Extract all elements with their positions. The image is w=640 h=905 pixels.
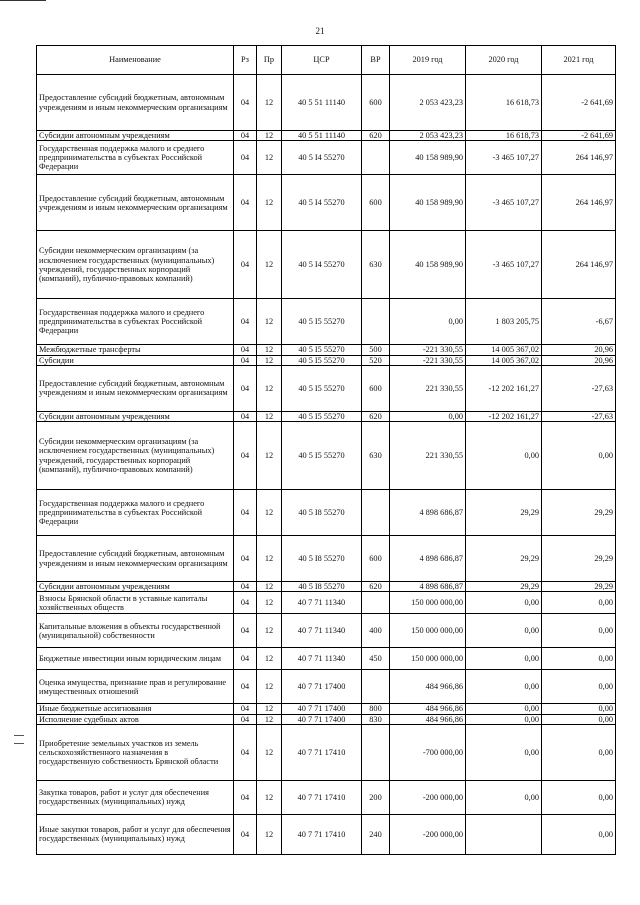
row-2021-cell: -27,63 <box>542 411 616 421</box>
row-2019-cell: 221 330,55 <box>390 365 466 411</box>
row-2019-cell: 2 053 423,23 <box>390 75 466 131</box>
row-2020-cell: 16 618,73 <box>466 131 542 141</box>
table-row <box>37 670 616 704</box>
row-2019-cell: 2 053 423,23 <box>390 131 466 141</box>
row-name-cell: Межбюджетные трансферты <box>37 345 234 355</box>
row-2019-cell: 484 966,86 <box>390 704 466 714</box>
row-2021-cell: 0,00 <box>542 648 616 670</box>
row-2021-cell: 0,00 <box>542 714 616 724</box>
row-vr-cell <box>362 724 390 780</box>
row-csr-cell: 40 5 51 11140 <box>282 75 362 131</box>
row-name-cell: Субсидии автономным учреждениям <box>37 582 234 592</box>
table-row <box>37 614 616 648</box>
table-row <box>37 355 616 365</box>
row-csr-cell: 40 5 I5 55270 <box>282 365 362 411</box>
table-row <box>37 582 616 592</box>
row-rz-cell: 04 <box>234 648 257 670</box>
row-name-cell: Иные бюджетные ассигнования <box>37 704 234 714</box>
row-name-cell: Государственная поддержка малого и среднего предпринимательства в субъектах Российской Федерации <box>37 299 234 345</box>
row-name-cell: Государственная поддержка малого и среднего предпринимательства в субъектах Российской Федерации <box>37 490 234 536</box>
row-pr-cell: 12 <box>257 670 282 704</box>
row-name-cell: Оценка имущества, признание прав и регулирование имущественных отношений <box>37 670 234 704</box>
table-row <box>37 75 616 131</box>
row-2021-cell: -2 641,69 <box>542 75 616 131</box>
row-2020-cell: -12 202 161,27 <box>466 365 542 411</box>
row-2019-cell: 40 158 989,90 <box>390 175 466 231</box>
row-name-cell: Предоставление субсидий бюджетным, автономным учреждениям и иным некоммерческим организациям <box>37 175 234 231</box>
row-csr-cell: 40 7 71 17410 <box>282 780 362 814</box>
row-2019-cell: 4 898 686,87 <box>390 490 466 536</box>
row-csr-cell: 40 5 I4 55270 <box>282 175 362 231</box>
row-name-cell: Предоставление субсидий бюджетным, автономным учреждениям и иным некоммерческим организациям <box>37 365 234 411</box>
row-2020-cell: 29,29 <box>466 490 542 536</box>
row-name-cell: Бюджетные инвестиции иным юридическим лицам <box>37 648 234 670</box>
budget-table <box>36 45 616 855</box>
row-vr-cell: 600 <box>362 536 390 582</box>
row-csr-cell: 40 5 I5 55270 <box>282 355 362 365</box>
margin-tick-mark <box>14 743 24 744</box>
column-header-2021: 2021 год <box>542 46 616 75</box>
row-2019-cell: 150 000 000,00 <box>390 648 466 670</box>
row-2020-cell: 0,00 <box>466 422 542 490</box>
row-vr-cell <box>362 592 390 614</box>
row-2021-cell: 264 146,97 <box>542 175 616 231</box>
row-pr-cell: 12 <box>257 422 282 490</box>
row-csr-cell: 40 7 71 17400 <box>282 704 362 714</box>
table-row <box>37 536 616 582</box>
row-2021-cell: 264 146,97 <box>542 141 616 175</box>
row-pr-cell: 12 <box>257 724 282 780</box>
row-2021-cell: 264 146,97 <box>542 231 616 299</box>
row-2021-cell: 0,00 <box>542 780 616 814</box>
row-2020-cell: 0,00 <box>466 704 542 714</box>
row-vr-cell: 400 <box>362 614 390 648</box>
row-csr-cell: 40 5 I8 55270 <box>282 536 362 582</box>
row-2019-cell: 0,00 <box>390 411 466 421</box>
row-2020-cell: 0,00 <box>466 724 542 780</box>
row-vr-cell: 520 <box>362 355 390 365</box>
row-rz-cell: 04 <box>234 490 257 536</box>
row-pr-cell: 12 <box>257 582 282 592</box>
row-2021-cell: 0,00 <box>542 614 616 648</box>
row-pr-cell: 12 <box>257 490 282 536</box>
table-row <box>37 299 616 345</box>
row-name-cell: Закупка товаров, работ и услуг для обеспечения государственных (муниципальных) нужд <box>37 780 234 814</box>
row-2021-cell: 0,00 <box>542 724 616 780</box>
row-rz-cell: 04 <box>234 724 257 780</box>
row-2020-cell: 16 618,73 <box>466 75 542 131</box>
row-rz-cell: 04 <box>234 131 257 141</box>
row-2020-cell: -3 465 107,27 <box>466 175 542 231</box>
table-row <box>37 714 616 724</box>
row-2020-cell: 1 803 205,75 <box>466 299 542 345</box>
row-2020-cell: 0,00 <box>466 714 542 724</box>
row-2019-cell: 40 158 989,90 <box>390 141 466 175</box>
row-pr-cell: 12 <box>257 141 282 175</box>
column-header-pr: Пр <box>257 46 282 75</box>
row-name-cell: Капитальные вложения в объекты государственной (муниципальной) собственности <box>37 614 234 648</box>
row-2020-cell: -3 465 107,27 <box>466 141 542 175</box>
row-2019-cell: -700 000,00 <box>390 724 466 780</box>
row-2021-cell: -2 641,69 <box>542 131 616 141</box>
row-csr-cell: 40 7 71 11340 <box>282 614 362 648</box>
row-vr-cell: 620 <box>362 411 390 421</box>
row-vr-cell: 620 <box>362 131 390 141</box>
table-row <box>37 592 616 614</box>
row-vr-cell <box>362 490 390 536</box>
row-2021-cell: -6,67 <box>542 299 616 345</box>
row-2021-cell: 0,00 <box>542 704 616 714</box>
row-vr-cell <box>362 299 390 345</box>
row-2020-cell: -3 465 107,27 <box>466 231 542 299</box>
row-vr-cell: 630 <box>362 422 390 490</box>
row-rz-cell: 04 <box>234 345 257 355</box>
row-2020-cell: 0,00 <box>466 614 542 648</box>
row-pr-cell: 12 <box>257 411 282 421</box>
row-name-cell: Приобретение земельных участков из земель сельскохозяйственного назначения в государственную собственность Брянской области <box>37 724 234 780</box>
row-vr-cell: 500 <box>362 345 390 355</box>
row-rz-cell: 04 <box>234 582 257 592</box>
column-header-2020: 2020 год <box>466 46 542 75</box>
row-vr-cell: 200 <box>362 780 390 814</box>
corner-scan-mark <box>0 0 46 3</box>
row-vr-cell: 600 <box>362 175 390 231</box>
row-2019-cell: 484 966,86 <box>390 670 466 704</box>
row-name-cell: Предоставление субсидий бюджетным, автономным учреждениям и иным некоммерческим организациям <box>37 536 234 582</box>
table-row <box>37 648 616 670</box>
row-rz-cell: 04 <box>234 670 257 704</box>
row-name-cell: Государственная поддержка малого и среднего предпринимательства в субъектах Российской Федерации <box>37 141 234 175</box>
row-2019-cell: 150 000 000,00 <box>390 592 466 614</box>
table-header-row <box>37 46 616 75</box>
table-row <box>37 141 616 175</box>
table-row <box>37 365 616 411</box>
row-csr-cell: 40 7 71 17410 <box>282 724 362 780</box>
row-2020-cell: 0,00 <box>466 592 542 614</box>
row-name-cell: Субсидии некоммерческим организациям (за исключением государственных (муниципальных) учреждений, государственных корпораций (компаний), публично-правовых компаний) <box>37 231 234 299</box>
row-rz-cell: 04 <box>234 231 257 299</box>
row-csr-cell: 40 5 I5 55270 <box>282 299 362 345</box>
row-vr-cell <box>362 670 390 704</box>
row-pr-cell: 12 <box>257 131 282 141</box>
row-csr-cell: 40 5 I5 55270 <box>282 422 362 490</box>
row-pr-cell: 12 <box>257 345 282 355</box>
row-2021-cell: 0,00 <box>542 814 616 854</box>
row-rz-cell: 04 <box>234 422 257 490</box>
row-rz-cell: 04 <box>234 299 257 345</box>
row-csr-cell: 40 5 I8 55270 <box>282 490 362 536</box>
row-vr-cell: 600 <box>362 365 390 411</box>
row-pr-cell: 12 <box>257 592 282 614</box>
row-vr-cell: 830 <box>362 714 390 724</box>
row-name-cell: Иные закупки товаров, работ и услуг для обеспечения государственных (муниципальных) нужд <box>37 814 234 854</box>
row-rz-cell: 04 <box>234 355 257 365</box>
row-rz-cell: 04 <box>234 714 257 724</box>
row-2020-cell: 14 005 367,02 <box>466 355 542 365</box>
row-vr-cell: 600 <box>362 75 390 131</box>
row-pr-cell: 12 <box>257 704 282 714</box>
row-2019-cell: 221 330,55 <box>390 422 466 490</box>
row-rz-cell: 04 <box>234 592 257 614</box>
row-pr-cell: 12 <box>257 814 282 854</box>
row-pr-cell: 12 <box>257 355 282 365</box>
row-rz-cell: 04 <box>234 780 257 814</box>
row-name-cell: Исполнение судебных актов <box>37 714 234 724</box>
table-row <box>37 411 616 421</box>
row-name-cell: Взносы Брянской области в уставные капиталы хозяйственных обществ <box>37 592 234 614</box>
row-2019-cell: 150 000 000,00 <box>390 614 466 648</box>
margin-tick-mark <box>14 735 24 736</box>
row-2021-cell: -27,63 <box>542 365 616 411</box>
row-2019-cell: 40 158 989,90 <box>390 231 466 299</box>
row-csr-cell: 40 5 I4 55270 <box>282 141 362 175</box>
row-2020-cell: -12 202 161,27 <box>466 411 542 421</box>
row-vr-cell: 620 <box>362 582 390 592</box>
row-2019-cell: -221 330,55 <box>390 355 466 365</box>
row-rz-cell: 04 <box>234 365 257 411</box>
table-row <box>37 175 616 231</box>
row-pr-cell: 12 <box>257 648 282 670</box>
row-vr-cell <box>362 141 390 175</box>
row-name-cell: Предоставление субсидий бюджетным, автономным учреждениям и иным некоммерческим организациям <box>37 75 234 131</box>
row-2020-cell: 14 005 367,02 <box>466 345 542 355</box>
row-2020-cell: 0,00 <box>466 670 542 704</box>
row-name-cell: Субсидии <box>37 355 234 365</box>
row-vr-cell: 240 <box>362 814 390 854</box>
row-pr-cell: 12 <box>257 231 282 299</box>
row-name-cell: Субсидии автономным учреждениям <box>37 131 234 141</box>
row-pr-cell: 12 <box>257 780 282 814</box>
table-row <box>37 704 616 714</box>
row-pr-cell: 12 <box>257 365 282 411</box>
row-2019-cell: -200 000,00 <box>390 814 466 854</box>
row-2019-cell: -221 330,55 <box>390 345 466 355</box>
row-rz-cell: 04 <box>234 175 257 231</box>
row-csr-cell: 40 5 I5 55270 <box>282 345 362 355</box>
row-2021-cell: 0,00 <box>542 670 616 704</box>
row-csr-cell: 40 5 I4 55270 <box>282 231 362 299</box>
row-rz-cell: 04 <box>234 614 257 648</box>
row-rz-cell: 04 <box>234 141 257 175</box>
row-2021-cell: 20,96 <box>542 355 616 365</box>
row-2020-cell: 0,00 <box>466 648 542 670</box>
row-rz-cell: 04 <box>234 536 257 582</box>
row-rz-cell: 04 <box>234 814 257 854</box>
row-pr-cell: 12 <box>257 299 282 345</box>
row-2020-cell: 29,29 <box>466 582 542 592</box>
row-2021-cell: 29,29 <box>542 582 616 592</box>
column-header-csr: ЦСР <box>282 46 362 75</box>
column-header-vr: ВР <box>362 46 390 75</box>
row-csr-cell: 40 5 I5 55270 <box>282 411 362 421</box>
column-header-rz: Рз <box>234 46 257 75</box>
row-pr-cell: 12 <box>257 614 282 648</box>
table-row <box>37 724 616 780</box>
row-csr-cell: 40 7 71 11340 <box>282 648 362 670</box>
row-name-cell: Субсидии некоммерческим организациям (за исключением государственных (муниципальных) учреждений, государственных корпораций (компаний), публично-правовых компаний) <box>37 422 234 490</box>
table-row <box>37 131 616 141</box>
row-2020-cell: 0,00 <box>466 780 542 814</box>
row-csr-cell: 40 7 71 17400 <box>282 714 362 724</box>
row-rz-cell: 04 <box>234 75 257 131</box>
table-row <box>37 422 616 490</box>
row-name-cell: Субсидии автономным учреждениям <box>37 411 234 421</box>
row-2019-cell: -200 000,00 <box>390 780 466 814</box>
row-csr-cell: 40 7 71 17410 <box>282 814 362 854</box>
row-2021-cell: 29,29 <box>542 490 616 536</box>
row-csr-cell: 40 7 71 17400 <box>282 670 362 704</box>
row-vr-cell: 800 <box>362 704 390 714</box>
row-pr-cell: 12 <box>257 175 282 231</box>
row-2021-cell: 29,29 <box>542 536 616 582</box>
row-2019-cell: 4 898 686,87 <box>390 536 466 582</box>
row-pr-cell: 12 <box>257 75 282 131</box>
row-rz-cell: 04 <box>234 411 257 421</box>
row-2021-cell: 0,00 <box>542 592 616 614</box>
row-2021-cell: 20,96 <box>542 345 616 355</box>
row-2019-cell: 4 898 686,87 <box>390 582 466 592</box>
row-vr-cell: 630 <box>362 231 390 299</box>
row-2020-cell: 29,29 <box>466 536 542 582</box>
table-row <box>37 345 616 355</box>
row-pr-cell: 12 <box>257 536 282 582</box>
row-2020-cell <box>466 814 542 854</box>
table-row <box>37 490 616 536</box>
row-2021-cell: 0,00 <box>542 422 616 490</box>
row-csr-cell: 40 5 I8 55270 <box>282 582 362 592</box>
table-row <box>37 814 616 854</box>
row-vr-cell: 450 <box>362 648 390 670</box>
page-number: 21 <box>315 26 325 36</box>
table-row <box>37 780 616 814</box>
row-2019-cell: 0,00 <box>390 299 466 345</box>
row-2019-cell: 484 966,86 <box>390 714 466 724</box>
row-rz-cell: 04 <box>234 704 257 714</box>
table-row <box>37 231 616 299</box>
column-header-2019: 2019 год <box>390 46 466 75</box>
row-pr-cell: 12 <box>257 714 282 724</box>
column-header-name: Наименование <box>37 46 234 75</box>
row-csr-cell: 40 7 71 11340 <box>282 592 362 614</box>
row-csr-cell: 40 5 51 11140 <box>282 131 362 141</box>
